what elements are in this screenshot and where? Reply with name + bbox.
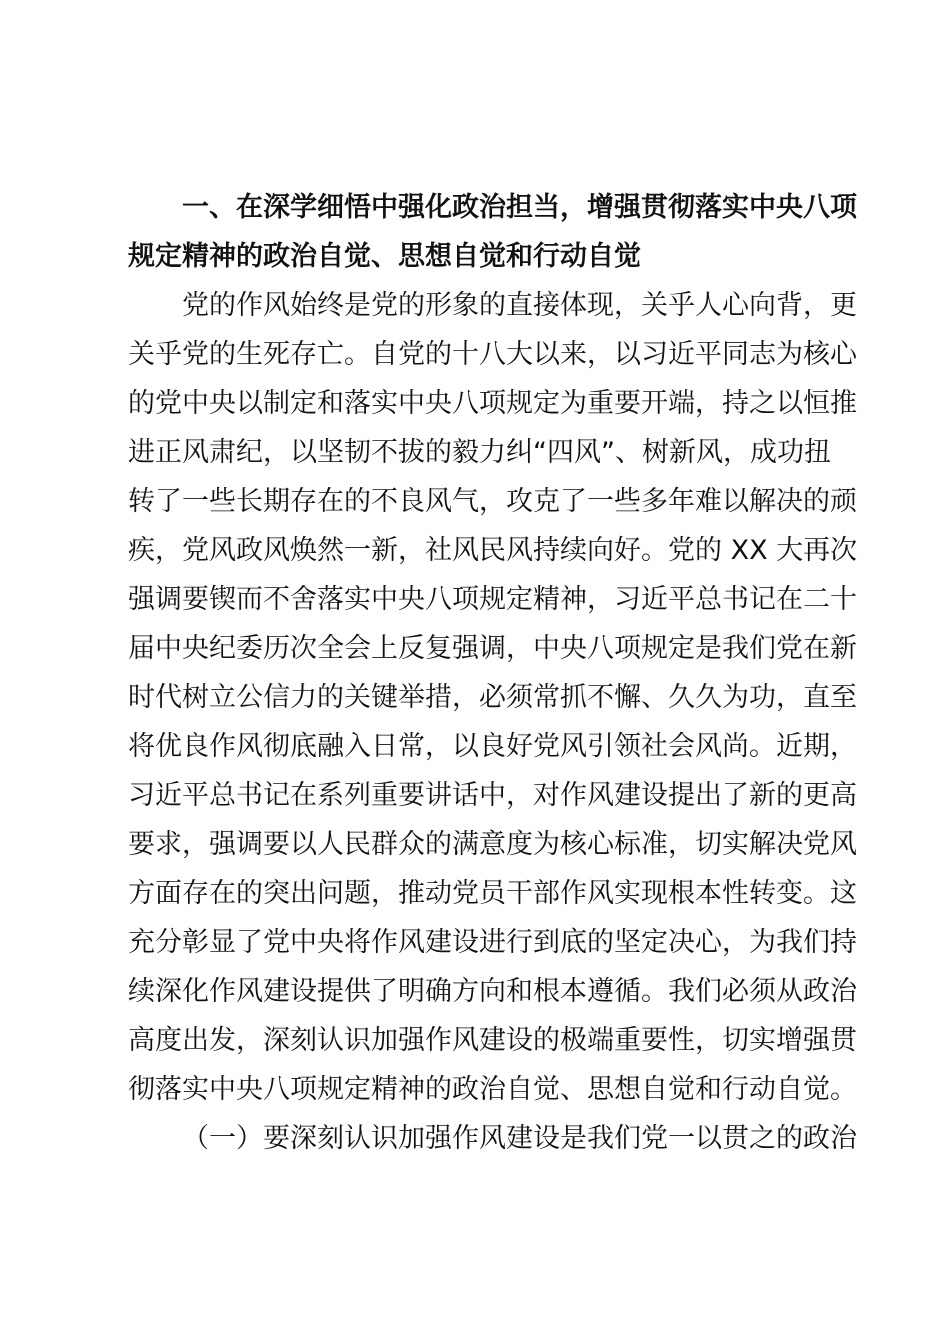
paragraph-line: 彻落实中央八项规定精神的政治自觉、思想自觉和行动自觉。 bbox=[128, 1074, 857, 1105]
body-paragraph bbox=[128, 281, 858, 1114]
paragraph-line: 关乎党的生死存亡。自党的十八大以来，以习近平同志为核心 bbox=[128, 339, 857, 370]
paragraph-line: 时代树立公信力的关键举措，必须常抓不懈、久久为功，直至 bbox=[128, 682, 857, 713]
paragraph-line: 将优良作风彻底融入日常，以良好党风引领社会风尚。近期， bbox=[128, 731, 857, 762]
paragraph-line: 疾，党风政风焕然一新，社风民风持续向好。党的 XX 大再次 bbox=[128, 535, 858, 566]
document-body bbox=[128, 183, 858, 1163]
section-heading bbox=[128, 183, 857, 281]
paragraph-line: 进正风肃纪，以坚韧不拔的毅力纠“四风”、树新风，成功扭 bbox=[128, 437, 831, 468]
paragraph-line: 强调要锲而不舍落实中央八项规定精神，习近平总书记在二十 bbox=[128, 584, 857, 615]
paragraph-line: 转了一些长期存在的不良风气，攻克了一些多年难以解决的顽 bbox=[128, 486, 857, 517]
subheading-line: （一）要深刻认识加强作风建设是我们党一以贯之的政治 bbox=[182, 1123, 857, 1154]
paragraph-line: 续深化作风建设提供了明确方向和根本遵循。我们必须从政治 bbox=[128, 976, 857, 1007]
heading-line: 一、在深学细悟中强化政治担当，增强贯彻落实中央八项 bbox=[182, 192, 857, 223]
paragraph-line: 方面存在的突出问题，推动党员干部作风实现根本性转变。这 bbox=[128, 878, 857, 909]
paragraph-line: 高度出发，深刻认识加强作风建设的极端重要性，切实增强贯 bbox=[128, 1025, 857, 1056]
paragraph-line: 届中央纪委历次全会上反复强调，中央八项规定是我们党在新 bbox=[128, 633, 857, 664]
subsection-heading bbox=[128, 1114, 857, 1163]
paragraph-line: 充分彰显了党中央将作风建设进行到底的坚定决心，为我们持 bbox=[128, 927, 857, 958]
paragraph-line: 党的作风始终是党的形象的直接体现，关乎人心向背，更 bbox=[182, 290, 857, 321]
heading-line: 规定精神的政治自觉、思想自觉和行动自觉 bbox=[128, 241, 641, 272]
paragraph-line: 习近平总书记在系列重要讲话中，对作风建设提出了新的更高 bbox=[128, 780, 857, 811]
paragraph-line: 要求，强调要以人民群众的满意度为核心标准，切实解决党风 bbox=[128, 829, 857, 860]
paragraph-line: 的党中央以制定和落实中央八项规定为重要开端，持之以恒推 bbox=[128, 388, 857, 419]
